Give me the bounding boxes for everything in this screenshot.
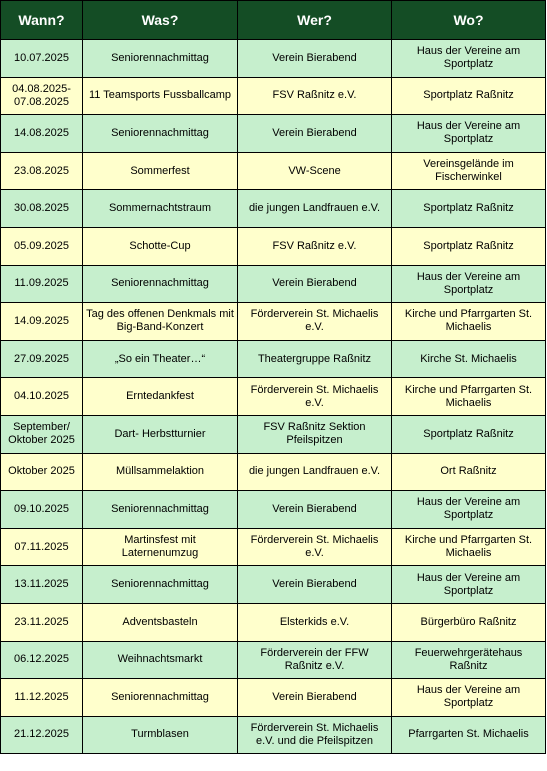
cell-event: Tag des offenen Denkmals mit Big-Band-Konzert bbox=[83, 303, 238, 341]
cell-date: 21.12.2025 bbox=[1, 716, 83, 754]
table-row bbox=[1, 528, 546, 566]
cell-date: 07.11.2025 bbox=[1, 528, 83, 566]
cell-organizer: Verein Bierabend bbox=[238, 40, 392, 78]
cell-location: Vereinsgelände im Fischerwinkel bbox=[392, 152, 546, 190]
cell-location: Sportplatz Raßnitz bbox=[392, 227, 546, 265]
table-row bbox=[1, 641, 546, 679]
cell-date: 27.09.2025 bbox=[1, 340, 83, 378]
cell-date: 11.12.2025 bbox=[1, 679, 83, 717]
cell-location: Haus der Vereine am Sportplatz bbox=[392, 115, 546, 153]
cell-date: 23.11.2025 bbox=[1, 603, 83, 641]
cell-location: Haus der Vereine am Sportplatz bbox=[392, 265, 546, 303]
cell-event: Weihnachtsmarkt bbox=[83, 641, 238, 679]
table-row bbox=[1, 77, 546, 115]
cell-event: Erntedankfest bbox=[83, 378, 238, 416]
table-row bbox=[1, 265, 546, 303]
cell-date: 04.08.2025-07.08.2025 bbox=[1, 77, 83, 115]
table-row bbox=[1, 40, 546, 78]
cell-event: „So ein Theater…“ bbox=[83, 340, 238, 378]
table-row bbox=[1, 415, 546, 453]
cell-event: Seniorennachmittag bbox=[83, 115, 238, 153]
cell-event: Turmblasen bbox=[83, 716, 238, 754]
cell-location: Feuerwehrgerätehaus Raßnitz bbox=[392, 641, 546, 679]
cell-organizer: Verein Bierabend bbox=[238, 115, 392, 153]
cell-date: September/ Oktober 2025 bbox=[1, 415, 83, 453]
cell-organizer: Verein Bierabend bbox=[238, 679, 392, 717]
cell-date: Oktober 2025 bbox=[1, 453, 83, 491]
header-where: Wo? bbox=[392, 1, 546, 40]
cell-organizer: Förderverein St. Michaelis e.V. bbox=[238, 303, 392, 341]
cell-location: Haus der Vereine am Sportplatz bbox=[392, 679, 546, 717]
table-row bbox=[1, 340, 546, 378]
cell-organizer: Theatergruppe Raßnitz bbox=[238, 340, 392, 378]
cell-event: Schotte-Cup bbox=[83, 227, 238, 265]
cell-organizer: Verein Bierabend bbox=[238, 491, 392, 529]
cell-location: Bürgerbüro Raßnitz bbox=[392, 603, 546, 641]
cell-location: Kirche und Pfarrgarten St. Michaelis bbox=[392, 378, 546, 416]
cell-date: 04.10.2025 bbox=[1, 378, 83, 416]
table-row bbox=[1, 190, 546, 228]
cell-event: Seniorennachmittag bbox=[83, 491, 238, 529]
cell-date: 13.11.2025 bbox=[1, 566, 83, 604]
table-row bbox=[1, 115, 546, 153]
table-row bbox=[1, 303, 546, 341]
cell-date: 05.09.2025 bbox=[1, 227, 83, 265]
cell-event: 11 Teamsports Fussballcamp bbox=[83, 77, 238, 115]
cell-location: Pfarrgarten St. Michaelis bbox=[392, 716, 546, 754]
cell-organizer: FSV Raßnitz e.V. bbox=[238, 77, 392, 115]
cell-event: Seniorennachmittag bbox=[83, 40, 238, 78]
cell-date: 06.12.2025 bbox=[1, 641, 83, 679]
header-row bbox=[1, 1, 546, 40]
table-row bbox=[1, 491, 546, 529]
events-body bbox=[1, 40, 546, 754]
cell-organizer: Förderverein St. Michaelis e.V. und die Pfeilspitzen bbox=[238, 716, 392, 754]
header-when: Wann? bbox=[1, 1, 83, 40]
table-row bbox=[1, 679, 546, 717]
cell-event: Seniorennachmittag bbox=[83, 679, 238, 717]
table-row bbox=[1, 603, 546, 641]
cell-location: Sportplatz Raßnitz bbox=[392, 190, 546, 228]
cell-location: Sportplatz Raßnitz bbox=[392, 415, 546, 453]
table-row bbox=[1, 716, 546, 754]
cell-date: 23.08.2025 bbox=[1, 152, 83, 190]
cell-organizer: FSV Raßnitz Sektion Pfeilspitzen bbox=[238, 415, 392, 453]
cell-location: Sportplatz Raßnitz bbox=[392, 77, 546, 115]
cell-event: Sommerfest bbox=[83, 152, 238, 190]
cell-date: 09.10.2025 bbox=[1, 491, 83, 529]
cell-date: 10.07.2025 bbox=[1, 40, 83, 78]
cell-organizer: Elsterkids e.V. bbox=[238, 603, 392, 641]
cell-organizer: VW-Scene bbox=[238, 152, 392, 190]
table-row bbox=[1, 152, 546, 190]
cell-event: Dart- Herbstturnier bbox=[83, 415, 238, 453]
cell-event: Adventsbasteln bbox=[83, 603, 238, 641]
cell-date: 14.08.2025 bbox=[1, 115, 83, 153]
cell-organizer: Förderverein der FFW Raßnitz e.V. bbox=[238, 641, 392, 679]
cell-date: 14.09.2025 bbox=[1, 303, 83, 341]
cell-location: Haus der Vereine am Sportplatz bbox=[392, 491, 546, 529]
cell-event: Sommernachtstraum bbox=[83, 190, 238, 228]
table-row bbox=[1, 566, 546, 604]
table-row bbox=[1, 378, 546, 416]
cell-location: Kirche St. Michaelis bbox=[392, 340, 546, 378]
cell-location: Kirche und Pfarrgarten St. Michaelis bbox=[392, 303, 546, 341]
cell-event: Müllsammelaktion bbox=[83, 453, 238, 491]
header-who: Wer? bbox=[238, 1, 392, 40]
header-what: Was? bbox=[83, 1, 238, 40]
cell-organizer: die jungen Landfrauen e.V. bbox=[238, 453, 392, 491]
cell-event: Seniorennachmittag bbox=[83, 265, 238, 303]
cell-organizer: Förderverein St. Michaelis e.V. bbox=[238, 378, 392, 416]
cell-organizer: Verein Bierabend bbox=[238, 265, 392, 303]
cell-location: Haus der Vereine am Sportplatz bbox=[392, 40, 546, 78]
cell-location: Kirche und Pfarrgarten St. Michaelis bbox=[392, 528, 546, 566]
cell-organizer: Förderverein St. Michaelis e.V. bbox=[238, 528, 392, 566]
cell-date: 30.08.2025 bbox=[1, 190, 83, 228]
cell-location: Ort Raßnitz bbox=[392, 453, 546, 491]
table-row bbox=[1, 227, 546, 265]
cell-organizer: die jungen Landfrauen e.V. bbox=[238, 190, 392, 228]
cell-organizer: FSV Raßnitz e.V. bbox=[238, 227, 392, 265]
cell-date: 11.09.2025 bbox=[1, 265, 83, 303]
table-row bbox=[1, 453, 546, 491]
cell-event: Martinsfest mit Laternenumzug bbox=[83, 528, 238, 566]
cell-location: Haus der Vereine am Sportplatz bbox=[392, 566, 546, 604]
cell-organizer: Verein Bierabend bbox=[238, 566, 392, 604]
cell-event: Seniorennachmittag bbox=[83, 566, 238, 604]
